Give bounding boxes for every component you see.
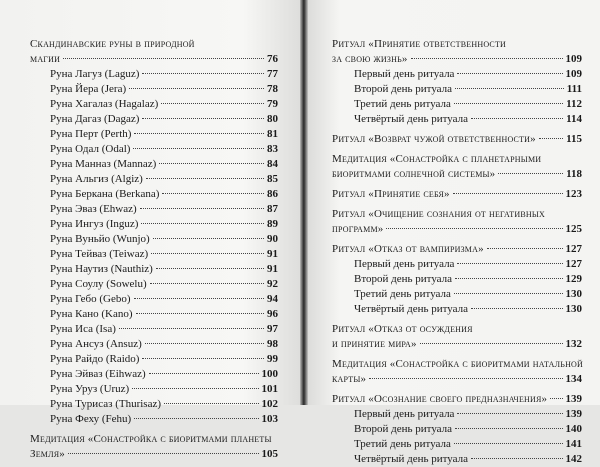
dot-leader — [471, 118, 563, 119]
toc-entry[interactable] — [332, 37, 582, 67]
toc-entry[interactable] — [332, 287, 582, 302]
toc-entry-title: Руна Ансуз (Ansuz) — [50, 338, 142, 350]
toc-entry-row — [50, 262, 278, 277]
toc-entry-row — [50, 82, 278, 97]
toc-entry-row — [50, 217, 278, 232]
toc-page-number: 87 — [267, 203, 278, 215]
toc-page-number: 102 — [261, 398, 278, 410]
toc-page-number: 139 — [565, 408, 582, 420]
toc-entry-title: программ» — [332, 223, 384, 235]
dot-leader — [63, 58, 264, 59]
toc-entry[interactable] — [332, 437, 582, 452]
dot-leader — [134, 298, 264, 299]
toc-entry-title: Руна Кано (Kano) — [50, 308, 133, 320]
toc-page-number: 111 — [566, 83, 582, 95]
dot-leader — [133, 148, 264, 149]
toc-entry[interactable] — [30, 412, 278, 427]
toc-entry-row — [332, 372, 582, 387]
toc-entry[interactable] — [30, 367, 278, 382]
toc-entry[interactable] — [30, 172, 278, 187]
toc-page-number: 101 — [261, 383, 278, 395]
toc-entry[interactable] — [332, 82, 582, 97]
toc-entry-row — [50, 307, 278, 322]
toc-entry-row — [354, 272, 582, 287]
toc-page-number: 130 — [565, 303, 582, 315]
toc-page-number: 132 — [565, 338, 582, 350]
toc-entry-row — [50, 277, 278, 292]
dot-leader — [159, 163, 264, 164]
toc-entry-title: Руна Беркана (Berkana) — [50, 188, 160, 200]
dot-leader — [156, 268, 264, 269]
toc-entry-row — [50, 412, 278, 427]
toc-entry-title: Руна Йера (Jera) — [50, 83, 127, 95]
right-toc-list — [332, 32, 582, 467]
toc-entry-row — [354, 407, 582, 422]
toc-entry-row — [30, 447, 278, 462]
dot-leader — [142, 73, 264, 74]
dot-leader — [369, 378, 562, 379]
toc-page-number: 112 — [566, 98, 582, 110]
toc-entry[interactable] — [332, 357, 582, 387]
toc-page-number: 81 — [267, 128, 278, 140]
toc-entry-title: Руна Тейваз (Teiwaz) — [50, 248, 149, 260]
dot-leader — [454, 103, 563, 104]
dot-leader — [119, 328, 264, 329]
toc-entry[interactable] — [30, 37, 278, 67]
toc-page-number: 109 — [565, 68, 582, 80]
dot-leader — [453, 193, 563, 194]
toc-entry[interactable] — [30, 232, 278, 247]
toc-entry-row — [50, 352, 278, 367]
toc-entry-row — [50, 67, 278, 82]
dot-leader — [455, 88, 564, 89]
toc-entry-title: Второй день ритуала — [354, 83, 453, 95]
toc-page-number: 134 — [565, 373, 582, 385]
toc-page-number: 76 — [267, 53, 278, 65]
toc-page-number: 91 — [267, 248, 278, 260]
dot-leader — [141, 223, 264, 224]
dot-leader — [457, 263, 562, 264]
dot-leader — [142, 358, 264, 359]
toc-entry[interactable] — [30, 217, 278, 232]
toc-entry[interactable] — [332, 242, 582, 257]
toc-entry-title: Руна Феху (Fehu) — [50, 413, 132, 425]
toc-page-number: 98 — [267, 338, 278, 350]
toc-entry-title: Руна Хагалаз (Hagalaz) — [50, 98, 159, 110]
toc-entry-title: биоритмами солнечной системы» — [332, 168, 496, 180]
dot-leader — [457, 73, 562, 74]
toc-page-number: 109 — [565, 53, 582, 65]
toc-entry-title: Ритуал «Осознание своего предназначения» — [332, 393, 548, 405]
toc-entry[interactable] — [332, 97, 582, 112]
dot-leader — [161, 103, 264, 104]
toc-entry-row — [50, 127, 278, 142]
toc-entry-row — [354, 82, 582, 97]
toc-entry-title-line: Медитация «Сонастройка с биоритмами натальной — [332, 358, 584, 370]
left-toc-list — [30, 32, 278, 462]
toc-entry-row — [50, 202, 278, 217]
toc-entry-title: Руна Манназ (Mannaz) — [50, 158, 157, 170]
book-gutter — [300, 0, 308, 405]
toc-entry[interactable] — [30, 82, 278, 97]
toc-entry-title: магии — [30, 53, 61, 65]
toc-entry-title: Руна Вуньйо (Wunjo) — [50, 233, 150, 245]
toc-entry[interactable] — [30, 382, 278, 397]
toc-entry-title: Руна Соулу (Sowelu) — [50, 278, 147, 290]
toc-entry-row — [50, 322, 278, 337]
toc-entry-title: Третий день ритуала — [354, 438, 451, 450]
toc-entry-title: карты» — [332, 373, 367, 385]
toc-page-number: 78 — [267, 83, 278, 95]
toc-entry-title: Руна Уруз (Uruz) — [50, 383, 130, 395]
dot-leader — [145, 343, 264, 344]
toc-entry[interactable] — [332, 112, 582, 127]
toc-entry-title: Руна Эйваз (Eihwaz) — [50, 368, 146, 380]
toc-page-number: 80 — [267, 113, 278, 125]
dot-leader — [454, 443, 563, 444]
toc-entry-title: Ритуал «Возврат чужой ответственности» — [332, 133, 536, 145]
toc-entry[interactable] — [30, 277, 278, 292]
dot-leader — [386, 228, 562, 229]
toc-entry-row — [50, 172, 278, 187]
toc-entry-row — [354, 67, 582, 82]
toc-page-number: 97 — [267, 323, 278, 335]
toc-entry-title: Ритуал «Отказ от вампиризма» — [332, 243, 484, 255]
toc-entry[interactable] — [30, 352, 278, 367]
toc-entry-title: Руна Райдо (Raido) — [50, 353, 140, 365]
toc-entry[interactable] — [332, 67, 582, 82]
toc-page-number: 77 — [267, 68, 278, 80]
dot-leader — [471, 308, 563, 309]
toc-entry-row — [50, 337, 278, 352]
toc-entry[interactable] — [332, 257, 582, 272]
toc-entry-row — [50, 367, 278, 382]
toc-page-number: 103 — [261, 413, 278, 425]
dot-leader — [134, 418, 258, 419]
toc-page-number: 130 — [565, 288, 582, 300]
toc-entry-title-line: Медитация «Сонастройка с планетарными — [332, 153, 542, 165]
toc-entry-title-line: Скандинавские руны в природной — [30, 38, 195, 50]
dot-leader — [411, 58, 563, 59]
dot-leader — [153, 238, 264, 239]
toc-entry-title: Руна Одал (Odal) — [50, 143, 131, 155]
toc-page-number: 91 — [267, 263, 278, 275]
toc-entry[interactable] — [30, 397, 278, 412]
toc-entry-title: Первый день ритуала — [354, 408, 455, 420]
toc-entry-row — [332, 167, 582, 182]
toc-entry-row — [30, 52, 278, 67]
dot-leader — [457, 413, 562, 414]
dot-leader — [132, 388, 258, 389]
toc-entry-title: Второй день ритуала — [354, 423, 453, 435]
toc-entry-row — [332, 337, 582, 352]
toc-page-number: 142 — [565, 453, 582, 465]
toc-entry-row — [332, 392, 582, 407]
toc-entry-title: Руна Перт (Perth) — [50, 128, 132, 140]
toc-page-number: 141 — [565, 438, 582, 450]
toc-entry-row — [50, 157, 278, 172]
dot-leader — [151, 253, 264, 254]
toc-entry-row — [332, 242, 582, 257]
toc-entry[interactable] — [332, 392, 582, 407]
toc-entry-row — [354, 422, 582, 437]
toc-entry-row — [50, 112, 278, 127]
toc-entry[interactable] — [30, 337, 278, 352]
dot-leader — [129, 88, 264, 89]
toc-entry-title: Ритуал «Принятие себя» — [332, 188, 450, 200]
toc-page-number: 127 — [565, 258, 582, 270]
dot-leader — [487, 248, 563, 249]
toc-page-number: 86 — [267, 188, 278, 200]
toc-entry-title: Руна Гебо (Gebo) — [50, 293, 131, 305]
toc-page-number: 125 — [565, 223, 582, 235]
toc-page-number: 140 — [565, 423, 582, 435]
toc-page-number: 85 — [267, 173, 278, 185]
toc-entry[interactable] — [30, 97, 278, 112]
dot-leader — [471, 458, 563, 459]
dot-leader — [68, 453, 259, 454]
toc-entry-title-line: Ритуал «Очищение сознания от негативных — [332, 208, 545, 220]
toc-page-number: 83 — [267, 143, 278, 155]
toc-entry-title: Руна Лагуз (Laguz) — [50, 68, 140, 80]
toc-entry-title: Третий день ритуала — [354, 288, 451, 300]
toc-entry-title: Руна Дагаз (Dagaz) — [50, 113, 140, 125]
toc-entry-title: Руна Иса (Isa) — [50, 323, 116, 335]
toc-entry-row — [50, 142, 278, 157]
dot-leader — [162, 193, 264, 194]
dot-leader — [420, 343, 563, 344]
toc-entry[interactable] — [30, 322, 278, 337]
toc-page-number: 105 — [261, 448, 278, 460]
toc-entry-title: Первый день ритуала — [354, 258, 455, 270]
toc-entry-row — [354, 437, 582, 452]
dot-leader — [498, 173, 563, 174]
toc-page-number: 123 — [565, 188, 582, 200]
dot-leader — [136, 313, 265, 314]
left-page — [0, 0, 304, 460]
toc-entry-title-line: Медитация «Сонастройка с биоритмами планеты — [30, 433, 272, 445]
toc-entry-title: и принятие мира» — [332, 338, 417, 350]
toc-entry-title: Третий день ритуала — [354, 98, 451, 110]
toc-entry-row — [354, 287, 582, 302]
toc-entry-row — [50, 247, 278, 262]
toc-page-number: 100 — [261, 368, 278, 380]
toc-entry[interactable] — [332, 187, 582, 202]
toc-entry[interactable] — [30, 202, 278, 217]
toc-page-number: 79 — [267, 98, 278, 110]
toc-entry-row — [50, 97, 278, 112]
toc-entry[interactable] — [30, 112, 278, 127]
toc-entry-title: Первый день ритуала — [354, 68, 455, 80]
toc-entry[interactable] — [332, 302, 582, 317]
toc-entry[interactable] — [332, 207, 582, 237]
toc-entry[interactable] — [30, 67, 278, 82]
toc-entry[interactable] — [30, 187, 278, 202]
toc-entry[interactable] — [332, 322, 582, 352]
toc-entry-title: Руна Ингуз (Inguz) — [50, 218, 139, 230]
right-page — [304, 0, 600, 465]
toc-page-number: 89 — [267, 218, 278, 230]
toc-entry-title-line: Ритуал «Принятие ответственности — [332, 38, 507, 50]
dot-leader — [550, 398, 562, 399]
toc-entry-row — [354, 97, 582, 112]
toc-entry[interactable] — [332, 132, 582, 147]
toc-entry-row — [332, 187, 582, 202]
toc-page-number: 129 — [565, 273, 582, 285]
toc-entry-row — [50, 232, 278, 247]
toc-page-number: 127 — [565, 243, 582, 255]
toc-entry[interactable] — [332, 272, 582, 287]
toc-entry-title: Земля» — [30, 448, 65, 460]
dot-leader — [150, 283, 264, 284]
toc-page-number: 84 — [267, 158, 278, 170]
toc-page-number: 118 — [566, 168, 582, 180]
toc-entry-row — [50, 187, 278, 202]
dot-leader — [146, 178, 264, 179]
toc-entry-title: за свою жизнь» — [332, 53, 408, 65]
toc-entry-title: Руна Эваз (Ehwaz) — [50, 203, 137, 215]
toc-entry[interactable] — [30, 157, 278, 172]
toc-entry-row — [50, 397, 278, 412]
toc-entry-title: Второй день ритуала — [354, 273, 453, 285]
toc-entry-title: Руна Наутиз (Nauthiz) — [50, 263, 153, 275]
toc-entry-title: Руна Турисаз (Thurisaz) — [50, 398, 161, 410]
toc-entry[interactable] — [30, 142, 278, 157]
toc-entry-title: Четвёртый день ритуала — [354, 453, 468, 465]
toc-page-number: 96 — [267, 308, 278, 320]
dot-leader — [134, 133, 264, 134]
toc-entry-row — [332, 222, 582, 237]
dot-leader — [455, 428, 562, 429]
toc-entry-title: Руна Альгиз (Algiz) — [50, 173, 143, 185]
dot-leader — [539, 138, 563, 139]
toc-entry-row — [354, 257, 582, 272]
dot-leader — [142, 118, 264, 119]
toc-entry[interactable] — [332, 422, 582, 437]
toc-entry-row — [50, 292, 278, 307]
toc-entry-row — [354, 302, 582, 317]
toc-entry-row — [354, 112, 582, 127]
toc-page-number: 99 — [267, 353, 278, 365]
toc-page-number: 114 — [566, 113, 582, 125]
dot-leader — [454, 293, 563, 294]
toc-page-number: 115 — [566, 133, 582, 145]
dot-leader — [140, 208, 264, 209]
toc-entry-row — [50, 382, 278, 397]
toc-entry-title-line: Ритуал «Отказ от осуждения — [332, 323, 473, 335]
toc-entry[interactable] — [332, 152, 582, 182]
dot-leader — [455, 278, 562, 279]
toc-entry[interactable] — [30, 127, 278, 142]
toc-entry-row — [332, 132, 582, 147]
toc-page-number: 92 — [267, 278, 278, 290]
toc-page-number: 139 — [565, 393, 582, 405]
toc-entry[interactable] — [332, 407, 582, 422]
dot-leader — [149, 373, 259, 374]
toc-entry[interactable] — [30, 432, 278, 462]
toc-page-number: 94 — [267, 293, 278, 305]
toc-entry[interactable] — [30, 307, 278, 322]
toc-entry-title: Четвёртый день ритуала — [354, 303, 468, 315]
toc-entry-row — [332, 52, 582, 67]
toc-entry[interactable] — [30, 247, 278, 262]
toc-entry[interactable] — [30, 292, 278, 307]
dot-leader — [164, 403, 259, 404]
toc-entry-row — [354, 452, 582, 467]
toc-entry-title: Четвёртый день ритуала — [354, 113, 468, 125]
toc-entry[interactable] — [332, 452, 582, 467]
toc-page-number: 90 — [267, 233, 278, 245]
toc-entry[interactable] — [30, 262, 278, 277]
